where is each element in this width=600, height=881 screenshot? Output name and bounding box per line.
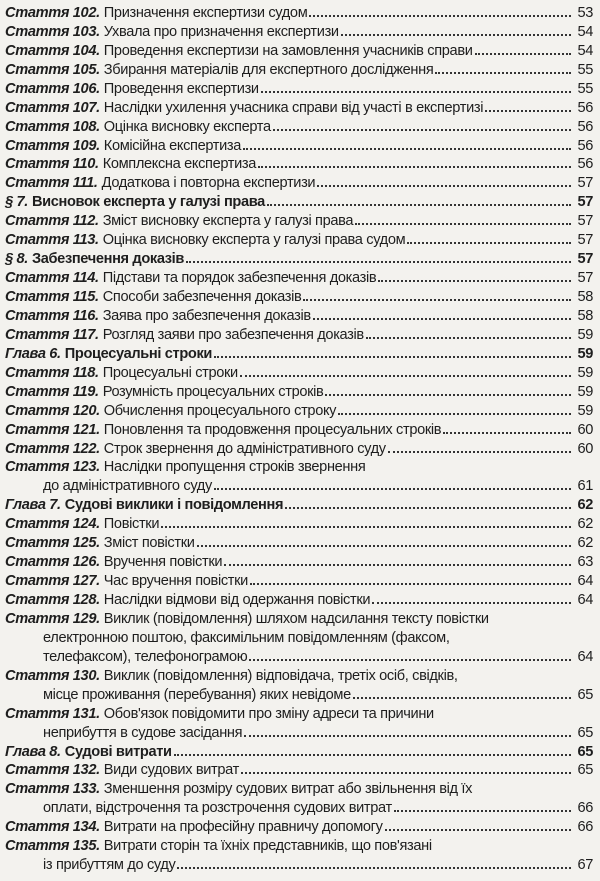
toc-entry-line bbox=[5, 778, 593, 797]
page-number: 62 bbox=[577, 497, 593, 514]
page-number: 56 bbox=[577, 99, 593, 116]
entry-title: до адміністративного суду bbox=[43, 478, 212, 495]
page-number: 56 bbox=[577, 156, 593, 173]
entry-title: електронною поштою, факсимільним повідомленням (факсом, bbox=[43, 629, 450, 646]
entry-label: Стаття 129. bbox=[5, 610, 100, 627]
toc-entry-line bbox=[5, 646, 593, 665]
dot-leader bbox=[388, 451, 571, 453]
entry-label: Стаття 112. bbox=[5, 213, 99, 230]
dot-leader bbox=[267, 204, 571, 206]
page-number: 64 bbox=[577, 648, 593, 665]
dot-leader bbox=[273, 129, 571, 131]
toc-entry-line bbox=[5, 457, 593, 476]
dot-leader bbox=[309, 15, 571, 17]
dot-leader bbox=[407, 242, 571, 244]
entry-label: Стаття 121. bbox=[5, 421, 100, 438]
dot-leader bbox=[243, 148, 571, 150]
toc-entry-line bbox=[5, 419, 593, 438]
toc-entry-line bbox=[5, 172, 593, 191]
page-number: 53 bbox=[577, 4, 593, 21]
entry-label: Стаття 133. bbox=[5, 781, 100, 798]
page-number: 60 bbox=[577, 440, 593, 457]
entry-label: Стаття 123. bbox=[5, 459, 100, 476]
toc-entry-line bbox=[5, 797, 593, 816]
entry-title: Заява про забезпечення доказів bbox=[102, 307, 311, 324]
page-number: 55 bbox=[577, 80, 593, 97]
entry-label: Стаття 124. bbox=[5, 516, 100, 533]
entry-title: із прибуттям до суду bbox=[43, 857, 176, 874]
toc-entry-line bbox=[5, 381, 593, 400]
page-number: 65 bbox=[577, 724, 593, 741]
toc-entry-line bbox=[5, 665, 593, 684]
page-number: 60 bbox=[577, 421, 593, 438]
toc-entry-line bbox=[5, 551, 593, 570]
entry-label: Стаття 126. bbox=[5, 554, 100, 571]
page-number: 64 bbox=[577, 573, 593, 590]
dot-leader bbox=[435, 72, 571, 74]
page-number: 59 bbox=[577, 402, 593, 419]
entry-title: Зміст повістки bbox=[103, 535, 195, 552]
dot-leader bbox=[224, 564, 571, 566]
page-number: 65 bbox=[577, 743, 593, 760]
page-number: 54 bbox=[577, 23, 593, 40]
page-number: 56 bbox=[577, 137, 593, 154]
toc-entry-line bbox=[5, 532, 593, 551]
entry-title: Обчислення процесуального строку bbox=[103, 402, 337, 419]
page-number: 65 bbox=[577, 686, 593, 703]
page-number: 54 bbox=[577, 42, 593, 59]
page-number: 57 bbox=[577, 270, 593, 287]
toc-entry-line bbox=[5, 684, 593, 703]
dot-leader bbox=[366, 337, 571, 339]
entry-label: Стаття 120. bbox=[5, 402, 100, 419]
toc-entry-line bbox=[5, 21, 593, 40]
dot-leader bbox=[250, 583, 571, 585]
toc-heading-line bbox=[5, 343, 593, 362]
entry-title: Наслідки відмови від одержання повістки bbox=[103, 592, 371, 608]
dot-leader bbox=[475, 53, 571, 55]
entry-label: Стаття 103. bbox=[5, 23, 100, 40]
dot-leader bbox=[485, 110, 571, 112]
dot-leader bbox=[378, 280, 571, 282]
entry-title: Підстави та порядок забезпечення доказів bbox=[102, 270, 377, 287]
dot-leader bbox=[303, 299, 571, 301]
page-number: 57 bbox=[577, 175, 593, 192]
entry-title: Обов'язок повідомити про зміну адреси та причини bbox=[103, 705, 434, 722]
entry-label: Стаття 114. bbox=[5, 270, 99, 287]
entry-title: Вручення повістки bbox=[103, 554, 223, 571]
entry-label: Стаття 130. bbox=[5, 667, 100, 684]
toc-entry-line bbox=[5, 135, 593, 154]
dot-leader bbox=[214, 488, 571, 490]
dot-leader bbox=[443, 432, 571, 434]
page-number: 63 bbox=[577, 554, 593, 571]
toc-entry-line bbox=[5, 210, 593, 229]
toc-entry-line bbox=[5, 854, 593, 873]
page-number: 64 bbox=[577, 592, 593, 608]
entry-title: Виклик (повідомлення) відповідача, третіх осіб, свідків, bbox=[103, 667, 458, 684]
entry-title: Повістки bbox=[103, 516, 160, 533]
entry-title: Витрати сторін та їхніх представників, що пов'язані bbox=[103, 838, 432, 855]
page-number: 62 bbox=[577, 535, 593, 552]
dot-leader bbox=[355, 223, 571, 225]
entry-title: Процесуальні строки bbox=[64, 345, 213, 362]
entry-title: Судові виклики і повідомлення bbox=[64, 497, 284, 514]
entry-label: Стаття 132. bbox=[5, 762, 100, 779]
page-number: 59 bbox=[577, 364, 593, 381]
entry-label: Стаття 109. bbox=[5, 137, 100, 154]
toc-entry-line bbox=[5, 2, 593, 21]
entry-title: Виклик (повідомлення) шляхом надсилання тексту повістки bbox=[103, 610, 489, 627]
entry-title: Призначення експертизи судом bbox=[103, 4, 308, 21]
dot-leader bbox=[186, 261, 571, 263]
entry-label: Стаття 106. bbox=[5, 80, 100, 97]
page-number: 67 bbox=[577, 857, 593, 874]
dot-leader bbox=[353, 697, 571, 699]
dot-leader bbox=[244, 735, 571, 737]
entry-label: Стаття 127. bbox=[5, 573, 100, 590]
entry-title: місце проживання (перебування) яких невідоме bbox=[43, 686, 351, 703]
dot-leader bbox=[341, 34, 571, 36]
entry-label: Стаття 105. bbox=[5, 61, 100, 78]
dot-leader bbox=[261, 91, 571, 93]
entry-title: Зміст висновку експерта у галузі права bbox=[102, 213, 354, 230]
toc-heading-line bbox=[5, 494, 593, 513]
dot-leader bbox=[240, 375, 571, 377]
entry-label: Стаття 117. bbox=[5, 326, 99, 343]
entry-title: Процесуальні строки bbox=[102, 364, 238, 381]
page-number: 59 bbox=[577, 326, 593, 343]
entry-label: § 8. bbox=[5, 251, 28, 268]
dot-leader bbox=[372, 602, 571, 604]
entry-label: Стаття 110. bbox=[5, 156, 99, 173]
entry-title: Збирання матеріалів для експертного дослідження bbox=[103, 61, 434, 78]
toc-entry-line bbox=[5, 229, 593, 248]
entry-title: неприбуття в судове засідання bbox=[43, 724, 243, 741]
toc-heading-line bbox=[5, 191, 593, 210]
entry-title: Комплексна експертиза bbox=[102, 156, 257, 173]
entry-label: Стаття 113. bbox=[5, 232, 99, 249]
dot-leader bbox=[249, 659, 571, 661]
page-number: 61 bbox=[577, 478, 593, 495]
toc-entry-line bbox=[5, 40, 593, 59]
entry-label: Стаття 122. bbox=[5, 440, 100, 457]
page-number: 57 bbox=[577, 232, 593, 249]
dot-leader bbox=[241, 772, 571, 774]
entry-label: Стаття 116. bbox=[5, 307, 99, 324]
toc-entry-line bbox=[5, 722, 593, 741]
dot-leader bbox=[325, 394, 571, 396]
toc-entry-line bbox=[5, 627, 593, 646]
entry-title: Ухвала про призначення експертизи bbox=[103, 23, 339, 40]
entry-title: Проведення експертизи bbox=[103, 80, 259, 97]
page-number: 59 bbox=[577, 383, 593, 400]
entry-title: Наслідки пропущення строків звернення bbox=[103, 459, 366, 476]
entry-title: Час вручення повістки bbox=[103, 573, 248, 590]
page-number: 65 bbox=[577, 762, 593, 779]
entry-title: Забезпечення доказів bbox=[31, 251, 185, 268]
page-number: 56 bbox=[577, 118, 593, 135]
page-number: 66 bbox=[577, 819, 593, 836]
toc-entry-line bbox=[5, 703, 593, 722]
dot-leader bbox=[285, 507, 571, 509]
toc-entry-line bbox=[5, 513, 593, 532]
page-number: 55 bbox=[577, 61, 593, 78]
page-number: 66 bbox=[577, 800, 593, 817]
dot-leader bbox=[214, 356, 571, 358]
toc-entry-line bbox=[5, 570, 593, 589]
toc-entry-line bbox=[5, 59, 593, 78]
page-number: 62 bbox=[577, 516, 593, 533]
toc-heading-line bbox=[5, 248, 593, 267]
toc-entry-line bbox=[5, 835, 593, 854]
entry-title: Способи забезпечення доказів bbox=[102, 289, 302, 305]
entry-label: Стаття 131. bbox=[5, 705, 100, 722]
toc-entry-line bbox=[5, 438, 593, 457]
toc-entry-line bbox=[5, 608, 593, 627]
entry-label: § 7. bbox=[5, 194, 28, 211]
table-of-contents bbox=[5, 2, 593, 873]
page-number: 58 bbox=[577, 307, 593, 324]
entry-title: Судові витрати bbox=[64, 743, 172, 760]
entry-label: Стаття 111. bbox=[5, 175, 98, 192]
toc-entry-line bbox=[5, 324, 593, 343]
entry-title: Витрати на професійну правничу допомогу bbox=[103, 819, 383, 836]
toc-entry-line bbox=[5, 305, 593, 324]
entry-title: Висновок експерта у галузі права bbox=[31, 194, 265, 211]
entry-label: Стаття 102. bbox=[5, 4, 100, 21]
entry-title: Поновлення та продовження процесуальних строків bbox=[103, 421, 442, 438]
entry-label: Стаття 135. bbox=[5, 838, 100, 855]
entry-label: Стаття 108. bbox=[5, 118, 100, 135]
entry-title: Оцінка висновку експерта у галузі права судом bbox=[102, 232, 406, 249]
toc-entry-line bbox=[5, 475, 593, 494]
entry-title: Розумність процесуальних строків bbox=[102, 383, 324, 400]
toc-entry-line bbox=[5, 589, 593, 608]
toc-entry-line bbox=[5, 400, 593, 419]
dot-leader bbox=[338, 413, 571, 415]
dot-leader bbox=[317, 185, 571, 187]
page-number: 58 bbox=[577, 289, 593, 305]
dot-leader bbox=[385, 829, 571, 831]
toc-entry-line bbox=[5, 78, 593, 97]
entry-title: Наслідки ухилення учасника справи від участі в експертизі bbox=[103, 99, 484, 116]
entry-title: Оцінка висновку експерта bbox=[103, 118, 271, 135]
dot-leader bbox=[177, 867, 571, 869]
entry-title: Розгляд заяви про забезпечення доказів bbox=[102, 326, 364, 343]
page-number: 59 bbox=[577, 345, 593, 362]
dot-leader bbox=[174, 754, 571, 756]
entry-title: Види судових витрат bbox=[103, 762, 239, 779]
dot-leader bbox=[394, 810, 571, 812]
toc-entry-line bbox=[5, 362, 593, 381]
toc-entry-line bbox=[5, 154, 593, 173]
entry-label: Стаття 125. bbox=[5, 535, 100, 552]
dot-leader bbox=[197, 545, 571, 547]
toc-entry-line bbox=[5, 97, 593, 116]
entry-label: Стаття 115. bbox=[5, 289, 99, 305]
toc-entry-line bbox=[5, 267, 593, 286]
entry-title: оплати, відстрочення та розстрочення судових витрат bbox=[43, 800, 392, 817]
entry-label: Глава 8. bbox=[5, 743, 61, 760]
toc-entry-line bbox=[5, 816, 593, 835]
toc-entry-line bbox=[5, 760, 593, 779]
entry-title: Проведення експертизи на замовлення учасників справи bbox=[103, 42, 473, 59]
entry-label: Стаття 118. bbox=[5, 364, 99, 381]
entry-label: Глава 6. bbox=[5, 345, 61, 362]
entry-label: Стаття 128. bbox=[5, 592, 100, 608]
entry-title: Строк звернення до адміністративного суду bbox=[103, 440, 386, 457]
page-number: 57 bbox=[577, 213, 593, 230]
entry-title: телефаксом), телефонограмою bbox=[43, 648, 248, 665]
page-number: 57 bbox=[577, 251, 593, 268]
dot-leader bbox=[313, 318, 571, 320]
entry-label: Стаття 134. bbox=[5, 819, 100, 836]
page-number: 57 bbox=[577, 194, 593, 211]
entry-title: Комісійна експертиза bbox=[103, 137, 242, 154]
entry-label: Глава 7. bbox=[5, 497, 61, 514]
entry-label: Стаття 104. bbox=[5, 42, 100, 59]
entry-label: Стаття 119. bbox=[5, 383, 99, 400]
dot-leader bbox=[161, 526, 571, 528]
entry-label: Стаття 107. bbox=[5, 99, 100, 116]
toc-entry-line bbox=[5, 116, 593, 135]
entry-title: Додаткова і повторна експертизи bbox=[101, 175, 316, 192]
toc-heading-line bbox=[5, 741, 593, 760]
entry-title: Зменшення розміру судових витрат або звільнення від їх bbox=[103, 781, 473, 798]
toc-entry-line bbox=[5, 286, 593, 305]
dot-leader bbox=[258, 166, 571, 168]
